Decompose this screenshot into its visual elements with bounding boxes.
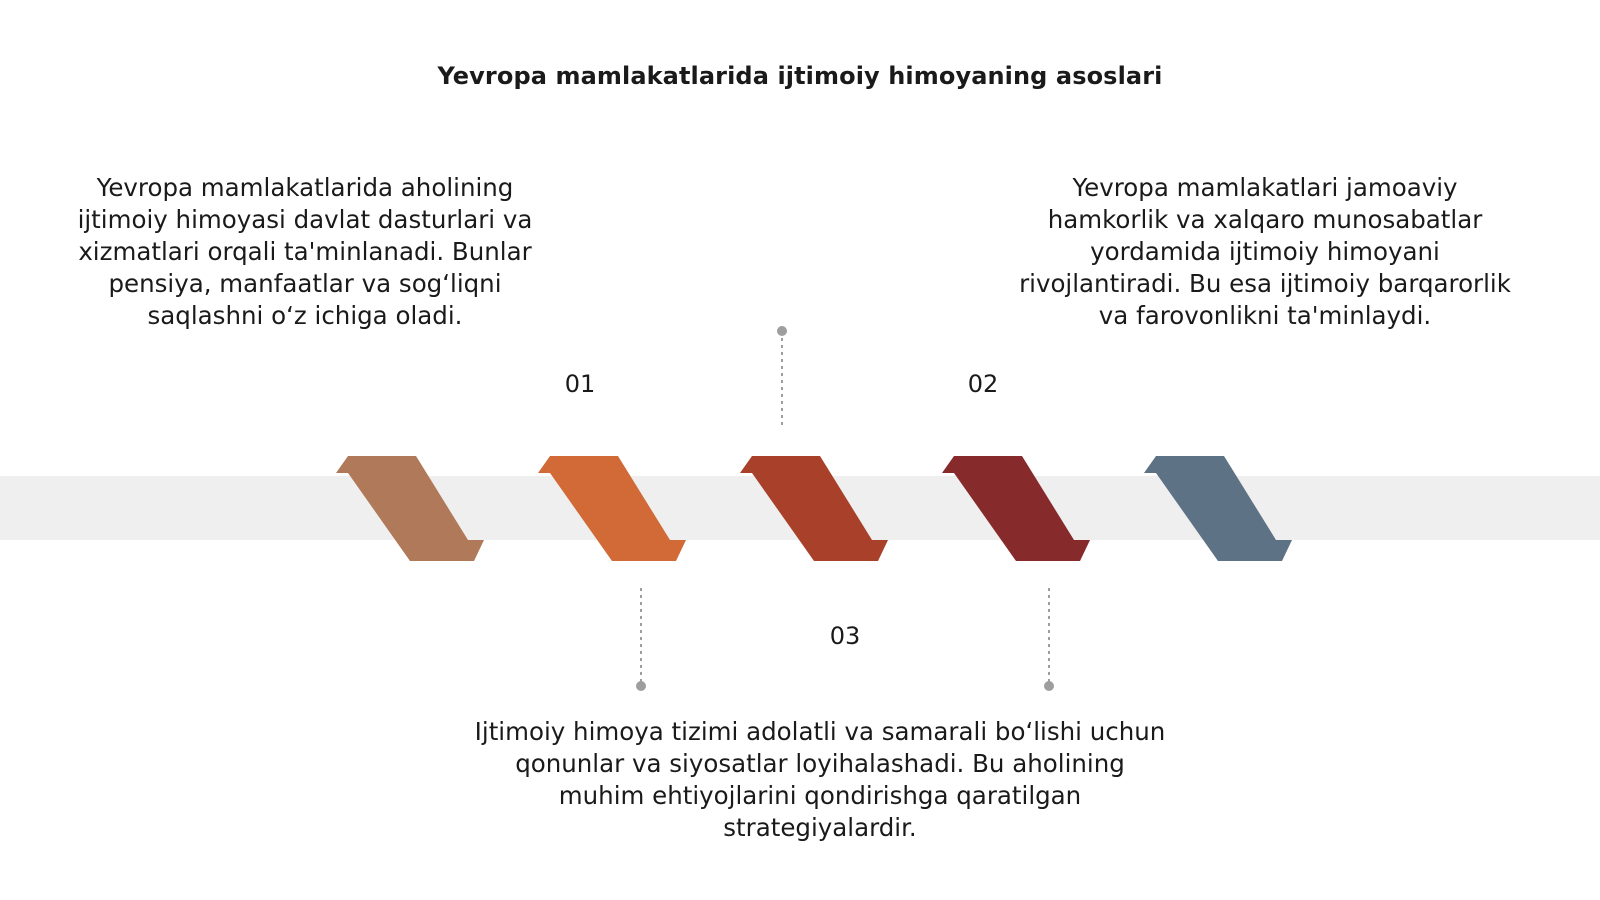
chevron-shape-3 bbox=[740, 456, 888, 561]
step-2-text: Yevropa mamlakatlari jamoaviy hamkorlik va xalqaro munosabatlar yordamida ijtimoiy himoyani rivojlantiradi. Bu esa ijtimoiy barqarorlik va farovonlikni ta'minlaydi. bbox=[1019, 173, 1511, 330]
chevron-shape-5 bbox=[1144, 456, 1292, 561]
connector-bottom-right-dot bbox=[1044, 681, 1054, 691]
step-1-text: Yevropa mamlakatlarida aholining ijtimoiy himoyasi davlat dasturlari va xizmatlari orqali ta'minlanadi. Bunlar pensiya, manfaatlar va sog‘liqni saqlashni o‘z ichiga oladi. bbox=[77, 173, 533, 330]
step-1-number: 01 bbox=[564, 370, 596, 398]
step-3-number: 03 bbox=[829, 622, 861, 650]
step-3-text: Ijtimoiy himoya tizimi adolatli va samarali bo‘lishi uchun qonunlar va siyosatlar loyihalashadi. Bu aholining muhim ehtiyojlarini qondirishga qaratilgan strategiyalardir. bbox=[474, 717, 1166, 842]
step-2-number: 02 bbox=[967, 370, 999, 398]
chevron-shape-4 bbox=[942, 456, 1090, 561]
diagram-title: Yevropa mamlakatlarida ijtimoiy himoyaning asoslari bbox=[437, 62, 1163, 90]
connector-top-dot bbox=[777, 326, 787, 336]
connector-bottom-left-dot bbox=[636, 681, 646, 691]
chevron-shape-1 bbox=[336, 456, 484, 561]
chevron-shape-2 bbox=[538, 456, 686, 561]
